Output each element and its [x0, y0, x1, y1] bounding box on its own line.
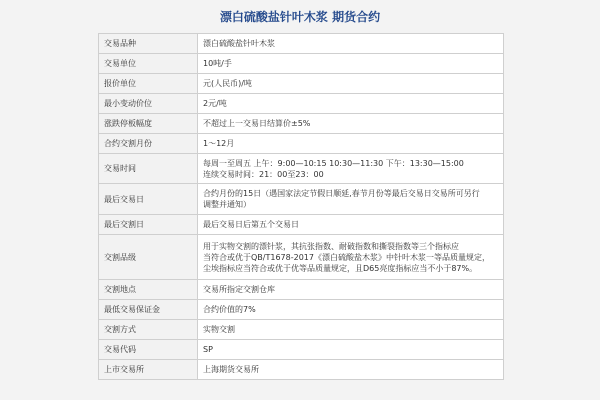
row-value-line: 1～12月	[203, 139, 235, 148]
table-row	[99, 235, 504, 280]
row-value-line: 上海期货交易所	[203, 365, 259, 374]
row-label: 交易品种	[99, 34, 198, 54]
row-label: 最后交割日	[99, 215, 198, 235]
row-value	[198, 114, 504, 134]
row-label: 最小变动价位	[99, 94, 198, 114]
page-title: 漂白硫酸盐针叶木浆 期货合约	[219, 10, 381, 24]
row-value-line: 不超过上一交易日结算价±5%	[203, 119, 311, 128]
row-label: 最低交易保证金	[99, 300, 198, 320]
table-row	[99, 340, 504, 360]
table-row	[99, 34, 504, 54]
row-value-line: 漂白硫酸盐针叶木浆	[203, 39, 275, 48]
row-label: 交易代码	[99, 340, 198, 360]
row-value-line: 当符合或优于QB/T1678-2017《漂白硫酸盐木浆》中针叶木浆一等品质量规定，	[203, 252, 490, 262]
row-label: 涨跌停板幅度	[99, 114, 198, 134]
row-value-line: 元(人民币)/吨	[203, 79, 252, 88]
row-label: 交割方式	[99, 320, 198, 340]
row-label: 交易单位	[99, 54, 198, 74]
row-value	[198, 154, 504, 184]
row-value-line: SP	[203, 345, 213, 354]
table-row	[99, 114, 504, 134]
row-value	[198, 280, 504, 300]
row-value-line: 合约价值的7%	[203, 305, 256, 314]
table-row	[99, 184, 504, 215]
table-row	[99, 360, 504, 380]
row-label: 合约交割月份	[99, 134, 198, 154]
table-row	[99, 300, 504, 320]
contract-spec-table	[98, 33, 504, 380]
row-value	[198, 360, 504, 380]
row-value-line: 实物交割	[203, 325, 235, 334]
row-value-line: 连续交易时间：21：00至23：00	[203, 169, 324, 179]
table-row	[99, 215, 504, 235]
row-value-line: 尘埃指标应当符合或优于优等品质量规定，且D65亮度指标应当不小于87%。	[203, 263, 478, 273]
row-value	[198, 94, 504, 114]
row-value-line: 用于实物交割的漂针浆，其抗张指数、耐破指数和撕裂指数等三个指标应	[203, 241, 459, 251]
table-row	[99, 94, 504, 114]
row-value	[198, 74, 504, 94]
row-label: 报价单位	[99, 74, 198, 94]
row-value-line: 交易所指定交割仓库	[203, 285, 275, 294]
row-value	[198, 134, 504, 154]
table-row	[99, 74, 504, 94]
table-row	[99, 54, 504, 74]
row-value	[198, 54, 504, 74]
table-row	[99, 134, 504, 154]
row-label: 交易时间	[99, 154, 198, 184]
row-value	[198, 320, 504, 340]
row-label: 交割品级	[99, 235, 198, 280]
row-value	[198, 184, 504, 215]
row-label: 最后交易日	[99, 184, 198, 215]
row-value	[198, 300, 504, 320]
table-row	[99, 280, 504, 300]
row-value-line: 2元/吨	[203, 99, 227, 108]
row-value-line: 合约月份的15日（遇国家法定节假日顺延,春节月份等最后交易日交易所可另行	[203, 189, 480, 198]
row-value	[198, 235, 504, 280]
row-label: 上市交易所	[99, 360, 198, 380]
table-row	[99, 320, 504, 340]
row-value	[198, 34, 504, 54]
row-value	[198, 340, 504, 360]
table-row	[99, 154, 504, 184]
row-value-line: 10吨/手	[203, 59, 232, 68]
row-value-line: 调整并通知）	[203, 200, 251, 209]
row-label: 交割地点	[99, 280, 198, 300]
row-value	[198, 215, 504, 235]
row-value-line: 最后交易日后第五个交易日	[203, 220, 299, 229]
spec-table-body	[99, 34, 504, 380]
row-value-line: 每周一至周五 上午：9:00—10:15 10:30—11:30 下午：13:30—15:00	[203, 158, 464, 168]
